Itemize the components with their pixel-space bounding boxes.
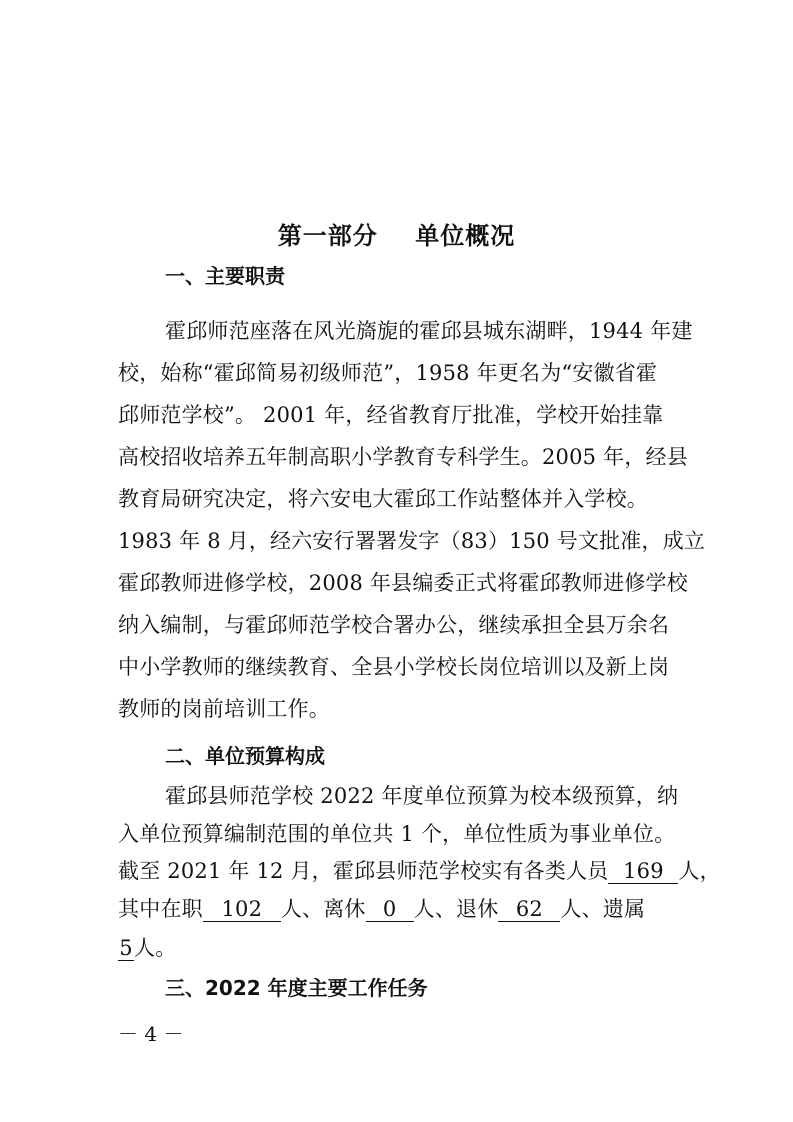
paragraph-line: 教师的岗前培训工作。 <box>118 697 330 721</box>
part-title: 第一部分 单位概况 <box>277 222 516 250</box>
in-service-value: 102 <box>203 898 281 922</box>
in-service-prefix: 其中在职 <box>118 897 203 921</box>
staff-final-line <box>118 932 176 962</box>
staff-breakdown-line <box>118 893 645 923</box>
paragraph-line: 入单位预算编制范围的单位共 1 个，单位性质为事业单位。 <box>118 822 676 846</box>
retired-value: 62 <box>498 898 560 922</box>
dependents-prefix: 人、遗属 <box>560 897 646 921</box>
staff-total-line <box>118 855 721 885</box>
retired-prefix: 人、退休 <box>413 897 499 921</box>
paragraph-line: 校，始称“霍邱简易初级师范”，1958 年更名为“安徽省霍 <box>118 361 658 385</box>
section-heading-main-duties: 一、主要职责 <box>165 264 285 288</box>
paragraph-line: 霍邱师范座落在风光旖旎的霍邱县城东湖畔，1944 年建 <box>165 319 693 343</box>
unit-person-label: 人， <box>678 859 721 883</box>
paragraph-line: 1983 年 8 月，经六安行署署发字（83）150 号文批准，成立 <box>118 529 706 553</box>
paragraph-line: 中小学教师的继续教育、全县小学校长岗位培训以及新上岗 <box>118 655 670 679</box>
staff-total-prefix: 截至 2021 年 12 月，霍邱县师范学校实有各类人员 <box>118 859 609 883</box>
paragraph-line: 霍邱县师范学校 2022 年度单位预算为校本级预算，纳 <box>165 784 679 808</box>
final-suffix: 人。 <box>134 936 177 960</box>
page-number: － 4 － <box>118 1022 184 1046</box>
paragraph-line: 霍邱教师进修学校，2008 年县编委正式将霍邱教师进修学校 <box>118 571 688 595</box>
section-heading-budget-structure: 二、单位预算构成 <box>165 744 325 768</box>
total-staff-value: 169 <box>608 860 678 884</box>
paragraph-line: 纳入编制，与霍邱师范学校合署办公，继续承担全县万余名 <box>118 613 670 637</box>
paragraph-line: 高校招收培养五年制高职小学教育专科学生。2005 年，经县 <box>118 445 688 469</box>
retired-leave-value: 0 <box>366 898 414 922</box>
dependents-value: 5 <box>119 936 133 960</box>
section-heading-work-tasks: 三、2022 年度主要工作任务 <box>165 976 428 1000</box>
paragraph-line: 邱师范学校”。 2001 年，经省教育厅批准，学校开始挂靠 <box>118 403 664 427</box>
paragraph-line: 教育局研究决定，将六安电大霍邱工作站整体并入学校。 <box>118 487 648 511</box>
retired-leave-prefix: 人、离休 <box>280 897 366 921</box>
